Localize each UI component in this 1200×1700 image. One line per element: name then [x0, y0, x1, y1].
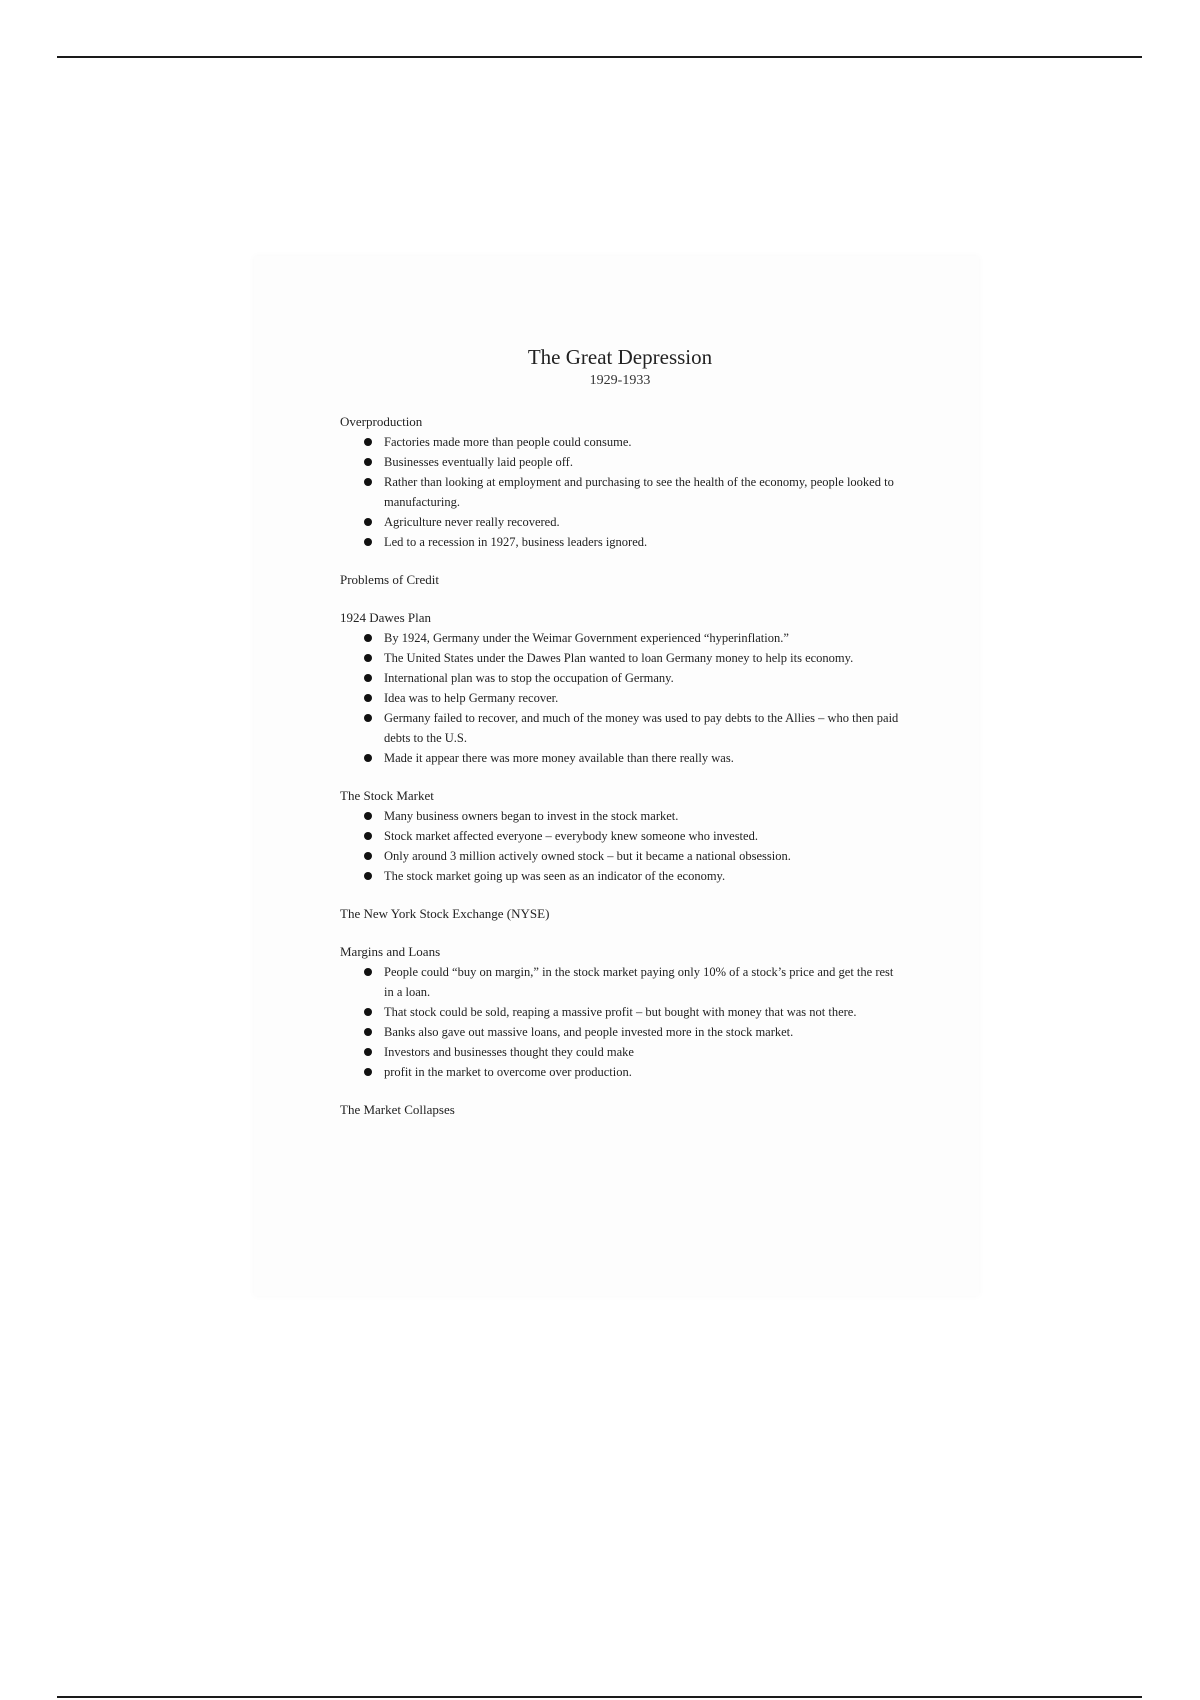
- bullet-text: Only around 3 million actively owned stock – but it became a national obsession.: [384, 849, 791, 863]
- bullet-dot-icon: [364, 674, 372, 682]
- bullet-dot-icon: [364, 812, 372, 820]
- bullet-dot-icon: [364, 832, 372, 840]
- section: [340, 570, 900, 590]
- bullet-item: [362, 432, 900, 452]
- bullet-list: [340, 432, 900, 552]
- bullet-dot-icon: [364, 714, 372, 722]
- bullet-dot-icon: [364, 968, 372, 976]
- bullet-item: [362, 866, 900, 886]
- bullet-text: profit in the market to overcome over production.: [384, 1065, 632, 1079]
- bullet-item: [362, 806, 900, 826]
- bullet-dot-icon: [364, 634, 372, 642]
- bullet-item: [362, 668, 900, 688]
- bullet-text: International plan was to stop the occupation of Germany.: [384, 671, 674, 685]
- bullet-list: [340, 628, 900, 768]
- bullet-list: [340, 962, 900, 1082]
- bullet-dot-icon: [364, 478, 372, 486]
- bullet-text: By 1924, Germany under the Weimar Government experienced “hyperinflation.”: [384, 631, 789, 645]
- bottom-rule: [57, 1696, 1142, 1698]
- bullet-text: That stock could be sold, reaping a massive profit – but bought with money that was not there.: [384, 1005, 857, 1019]
- bullet-item: [362, 512, 900, 532]
- bullet-text: People could “buy on margin,” in the stock market paying only 10% of a stock’s price and get the rest in a loan.: [384, 965, 894, 999]
- bullet-text: Agriculture never really recovered.: [384, 515, 560, 529]
- bullet-dot-icon: [364, 654, 372, 662]
- bullet-dot-icon: [364, 694, 372, 702]
- bullet-item: [362, 688, 900, 708]
- section-heading: 1924 Dawes Plan: [340, 610, 431, 625]
- bullet-text: Businesses eventually laid people off.: [384, 455, 573, 469]
- document-content: [340, 344, 900, 1138]
- bullet-text: The stock market going up was seen as an indicator of the economy.: [384, 869, 726, 883]
- section: [340, 942, 900, 1082]
- bullet-dot-icon: [364, 1028, 372, 1036]
- bullet-text: Idea was to help Germany recover.: [384, 691, 559, 705]
- bullet-item: [362, 472, 900, 512]
- bullet-text: Many business owners began to invest in the stock market.: [384, 809, 679, 823]
- bullet-dot-icon: [364, 852, 372, 860]
- bullet-item: [362, 1022, 900, 1042]
- document-title: The Great Depression: [527, 345, 713, 369]
- bullet-text: Made it appear there was more money available than there really was.: [384, 751, 734, 765]
- section-heading: Problems of Credit: [340, 572, 439, 587]
- bullet-dot-icon: [364, 1008, 372, 1016]
- bullet-dot-icon: [364, 1048, 372, 1056]
- bullet-text: Stock market affected everyone – everybody knew someone who invested.: [384, 829, 758, 843]
- bullet-item: [362, 826, 900, 846]
- section-list: [340, 412, 900, 1120]
- bullet-text: Factories made more than people could consume.: [384, 435, 632, 449]
- section: [340, 1100, 900, 1120]
- bullet-item: [362, 1042, 900, 1062]
- bullet-text: Banks also gave out massive loans, and people invested more in the stock market.: [384, 1025, 794, 1039]
- bullet-item: [362, 708, 900, 748]
- bullet-text: Investors and businesses thought they could make: [384, 1045, 634, 1059]
- bullet-list: [340, 806, 900, 886]
- top-rule: [57, 56, 1142, 58]
- section: [340, 608, 900, 768]
- bullet-item: [362, 748, 900, 768]
- section: [340, 786, 900, 886]
- bullet-text: Rather than looking at employment and purchasing to see the health of the economy, people looked to manufacturing.: [384, 475, 894, 509]
- document-subtitle: 1929-1933: [589, 373, 651, 388]
- bullet-dot-icon: [364, 754, 372, 762]
- bullet-text: Led to a recession in 1927, business leaders ignored.: [384, 535, 648, 549]
- bullet-dot-icon: [364, 518, 372, 526]
- section-heading: Margins and Loans: [340, 944, 441, 959]
- bullet-dot-icon: [364, 438, 372, 446]
- bullet-item: [362, 846, 900, 866]
- section-heading: The New York Stock Exchange (NYSE): [340, 906, 550, 921]
- section-heading: Overproduction: [340, 414, 423, 429]
- bullet-item: [362, 452, 900, 472]
- bullet-item: [362, 648, 900, 668]
- section-heading: The Stock Market: [340, 788, 434, 803]
- bullet-text: Germany failed to recover, and much of the money was used to pay debts to the Allies – who then paid debts to the U.S.: [384, 711, 899, 745]
- section: [340, 904, 900, 924]
- section: [340, 412, 900, 552]
- bullet-text: The United States under the Dawes Plan wanted to loan Germany money to help its economy.: [384, 651, 854, 665]
- bullet-dot-icon: [364, 538, 372, 546]
- bullet-item: [362, 1062, 900, 1082]
- bullet-dot-icon: [364, 1068, 372, 1076]
- section-heading: The Market Collapses: [340, 1102, 455, 1117]
- bullet-item: [362, 962, 900, 1002]
- bullet-item: [362, 628, 900, 648]
- bullet-dot-icon: [364, 458, 372, 466]
- bullet-item: [362, 1002, 900, 1022]
- bullet-dot-icon: [364, 872, 372, 880]
- bullet-item: [362, 532, 900, 552]
